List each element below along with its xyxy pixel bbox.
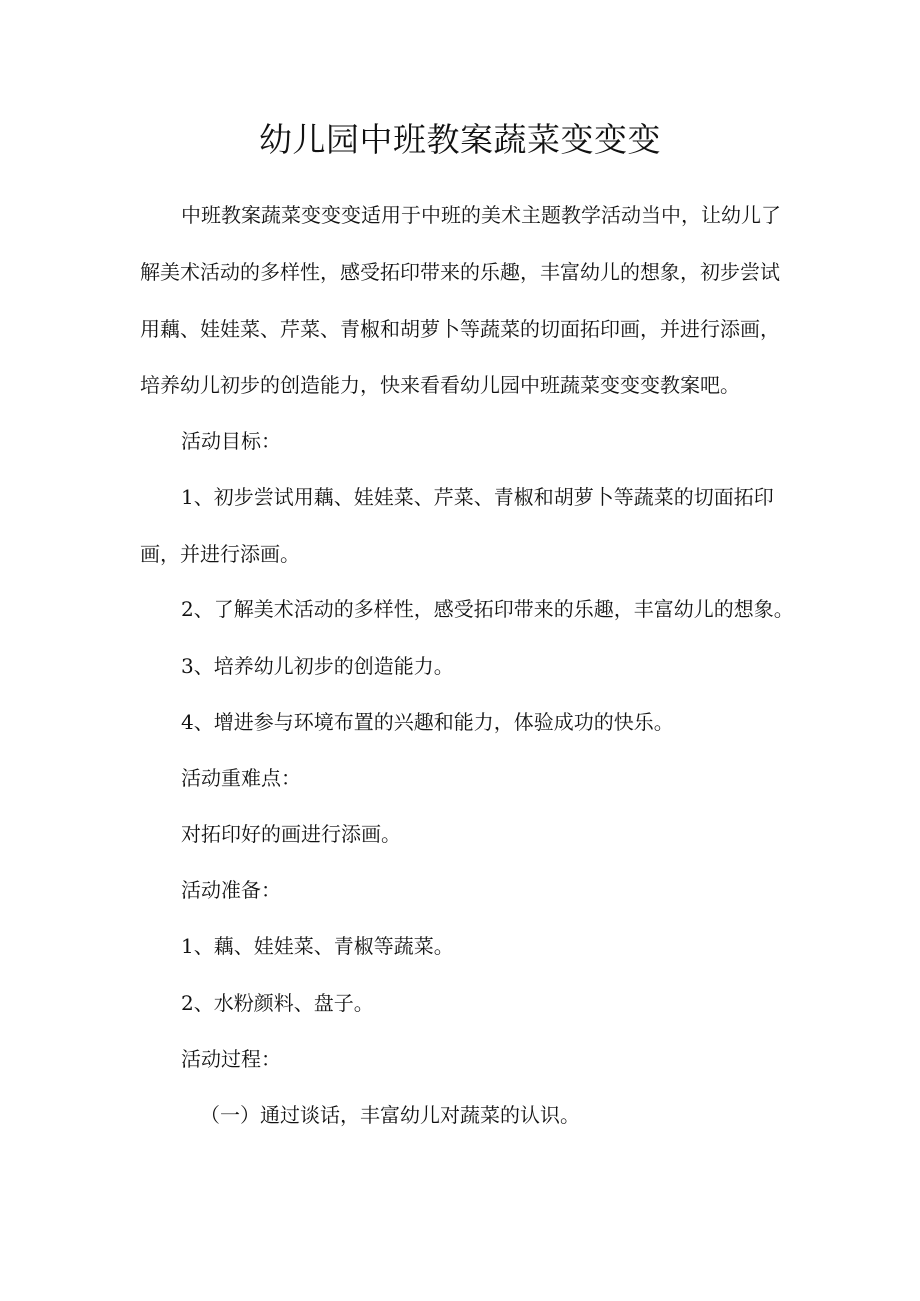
goal-4: 4、增进参与环境布置的兴趣和能力，体验成功的快乐。 (181, 710, 674, 734)
intro-line-3: 用藕、娃娃菜、芹菜、青椒和胡萝卜等蔬菜的切面拓印画，并进行添画， (140, 317, 780, 341)
process-step-1: （一）通过谈话，丰富幼儿对蔬菜的认识。 (200, 1103, 580, 1127)
prep-item-1: 1、藕、娃娃菜、青椒等蔬菜。 (181, 934, 454, 958)
key-points-heading: 活动重难点： (181, 766, 301, 790)
document-title: 幼儿园中班教案蔬菜变变变 (259, 120, 661, 159)
intro-line-2: 解美术活动的多样性，感受拓印带来的乐趣，丰富幼儿的想象，初步尝试 (140, 260, 780, 284)
goal-1-line-2: 画，并进行添画。 (140, 542, 300, 566)
prep-item-2: 2、水粉颜料、盘子。 (181, 991, 374, 1015)
intro-line-4: 培养幼儿初步的创造能力，快来看看幼儿园中班蔬菜变变变教案吧。 (140, 373, 740, 397)
key-points-text: 对拓印好的画进行添画。 (181, 822, 401, 846)
process-heading: 活动过程： (181, 1047, 281, 1071)
goal-3: 3、培养幼儿初步的创造能力。 (181, 654, 454, 678)
prep-heading: 活动准备： (181, 878, 281, 902)
goal-1-line-1: 1、初步尝试用藕、娃娃菜、芹菜、青椒和胡萝卜等蔬菜的切面拓印 (181, 485, 774, 509)
goals-heading: 活动目标： (181, 429, 281, 453)
intro-line-1: 中班教案蔬菜变变变适用于中班的美术主题教学活动当中，让幼儿了 (181, 203, 781, 227)
goal-2: 2、了解美术活动的多样性，感受拓印带来的乐趣，丰富幼儿的想象。 (181, 597, 794, 621)
